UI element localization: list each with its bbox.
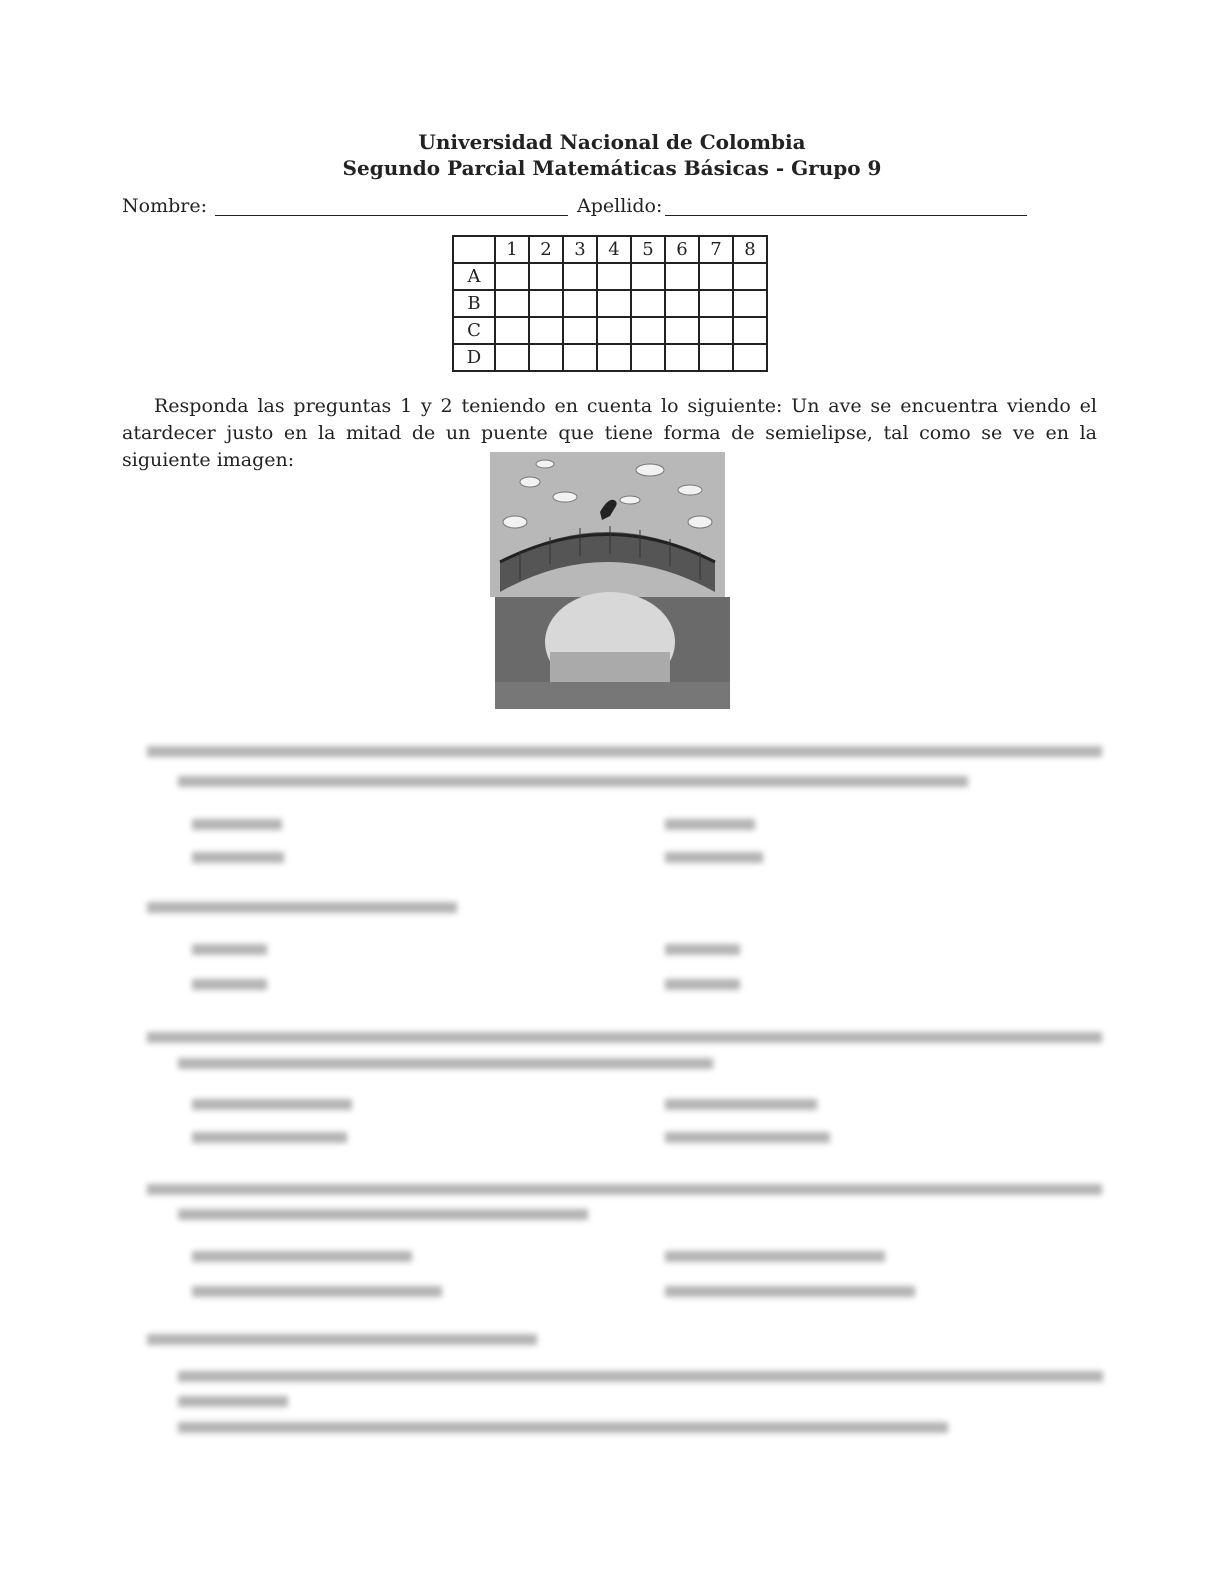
- grid-cell[interactable]: [597, 344, 631, 371]
- grid-cell[interactable]: [631, 344, 665, 371]
- grid-cell[interactable]: [495, 344, 529, 371]
- grid-col-header: 2: [529, 236, 563, 263]
- grid-cell[interactable]: [529, 344, 563, 371]
- grid-cell[interactable]: [495, 317, 529, 344]
- grid-cell[interactable]: [665, 290, 699, 317]
- grid-cell[interactable]: [529, 263, 563, 290]
- grid-cell[interactable]: [529, 290, 563, 317]
- grid-cell[interactable]: [665, 344, 699, 371]
- grid-cell[interactable]: [597, 317, 631, 344]
- grid-col-header: 8: [733, 236, 767, 263]
- answer-grid: [452, 235, 768, 372]
- grid-cell[interactable]: [665, 263, 699, 290]
- grid-col-header: 7: [699, 236, 733, 263]
- grid-cell[interactable]: [665, 317, 699, 344]
- grid-row: [453, 290, 767, 317]
- grid-header-row: [453, 236, 767, 263]
- grid-cell[interactable]: [563, 290, 597, 317]
- grid-cell[interactable]: [597, 263, 631, 290]
- grid-col-header: 3: [563, 236, 597, 263]
- grid-cell[interactable]: [699, 263, 733, 290]
- grid-cell[interactable]: [597, 290, 631, 317]
- grid-cell[interactable]: [563, 344, 597, 371]
- grid-cell[interactable]: [699, 317, 733, 344]
- intro-paragraph: Responda las preguntas 1 y 2 teniendo en cuenta lo siguiente: Un ave se encuentra viendo el atardecer justo en la mitad de un puente que tiene forma de semielipse, tal como se ve en la siguiente imagen:: [122, 395, 1097, 471]
- grid-cell[interactable]: [631, 263, 665, 290]
- grid-row: [453, 263, 767, 290]
- grid-row-header: B: [453, 290, 495, 317]
- grid-cell[interactable]: [733, 344, 767, 371]
- grid-cell[interactable]: [631, 290, 665, 317]
- grid-cell[interactable]: [733, 290, 767, 317]
- grid-cell[interactable]: [495, 263, 529, 290]
- exam-title: Segundo Parcial Matemáticas Básicas - Grupo 9: [342, 156, 882, 180]
- grid-cell[interactable]: [495, 290, 529, 317]
- grid-col-header: 6: [665, 236, 699, 263]
- surname-field[interactable]: [665, 215, 1027, 216]
- grid-cell[interactable]: [733, 317, 767, 344]
- grid-col-header: 4: [597, 236, 631, 263]
- grid-row: [453, 317, 767, 344]
- grid-row-header: A: [453, 263, 495, 290]
- university-title: Universidad Nacional de Colombia: [418, 130, 806, 154]
- grid-cell[interactable]: [733, 263, 767, 290]
- bridge-bird-image: [490, 452, 732, 712]
- grid-col-header: 5: [631, 236, 665, 263]
- grid-cell[interactable]: [563, 317, 597, 344]
- name-field[interactable]: [215, 215, 568, 216]
- grid-row: [453, 344, 767, 371]
- grid-corner: [453, 236, 495, 263]
- name-label: Nombre:: [122, 195, 207, 217]
- grid-cell[interactable]: [529, 317, 563, 344]
- grid-row-header: C: [453, 317, 495, 344]
- grid-cell[interactable]: [699, 344, 733, 371]
- grid-row-header: D: [453, 344, 495, 371]
- grid-col-header: 1: [495, 236, 529, 263]
- grid-cell[interactable]: [563, 263, 597, 290]
- surname-label: Apellido:: [577, 195, 663, 217]
- grid-cell[interactable]: [699, 290, 733, 317]
- grid-cell[interactable]: [631, 317, 665, 344]
